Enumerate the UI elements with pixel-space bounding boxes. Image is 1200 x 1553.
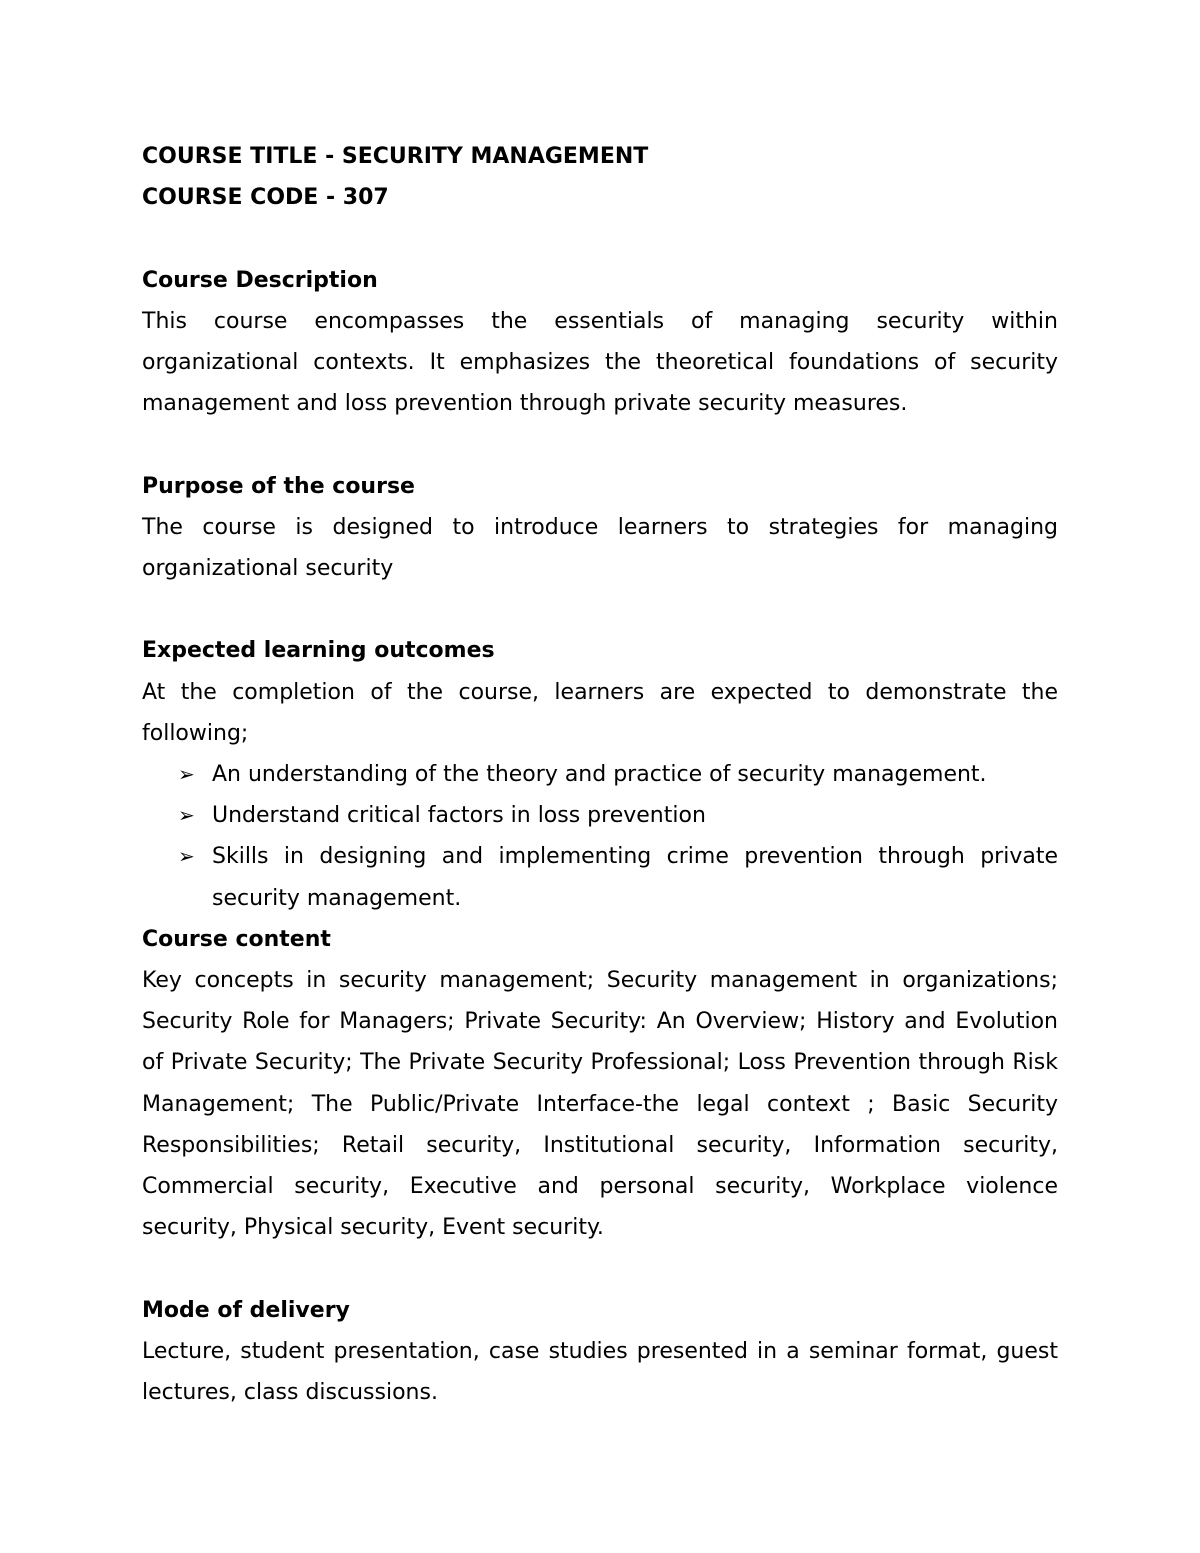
- outcomes-heading: Expected learning outcomes: [142, 638, 495, 664]
- content-section: [142, 919, 1058, 1249]
- course-title: COURSE TITLE - SECURITY MANAGEMENT: [142, 144, 649, 169]
- spacer: [142, 218, 1058, 259]
- spacer: [142, 1248, 1058, 1289]
- delivery-heading: Mode of delivery: [142, 1297, 350, 1323]
- list-item-text: An understanding of the theory and practice of security management.: [212, 762, 987, 787]
- list-item-text: Skills in designing and implementing crime prevention through private security management.: [212, 844, 1058, 911]
- document-page: [142, 136, 1058, 1413]
- list-item: [178, 795, 1058, 836]
- list-item-text: Understand critical factors in loss prevention: [212, 803, 706, 829]
- list-item: [178, 836, 1058, 918]
- delivery-section: [142, 1290, 1058, 1414]
- description-heading: Course Description: [142, 267, 378, 293]
- purpose-heading: Purpose of the course: [142, 473, 415, 499]
- outcomes-intro: At the completion of the course, learners are expected to demonstrate the following;: [142, 679, 1058, 746]
- arrowhead-bullet-icon: ➢: [178, 803, 195, 828]
- arrowhead-bullet-icon: ➢: [178, 762, 195, 786]
- course-code: COURSE CODE - 307: [142, 185, 389, 211]
- purpose-text: The course is designed to introduce learners to strategies for managing organizational security: [142, 514, 1058, 581]
- outcomes-list: [142, 754, 1058, 919]
- spacer: [142, 589, 1058, 630]
- description-section: [142, 260, 1058, 425]
- spacer: [142, 424, 1058, 465]
- list-item: [178, 754, 1058, 795]
- delivery-text: Lecture, student presentation, case studies presented in a seminar format, guest lectures, class discussions.: [142, 1338, 1058, 1406]
- content-heading: Course content: [142, 926, 331, 952]
- arrowhead-bullet-icon: ➢: [178, 844, 195, 869]
- description-text: This course encompasses the essentials of managing security within organizational contexts. It emphasizes the theoretical foundations of security management and loss prevention through private security measures.: [142, 308, 1058, 417]
- content-text: Key concepts in security management; Security management in organizations; Security Role for Managers; Private Security: An Overview; History and Evolution of Private Security; The Private Security Professional; Loss Prevention through Risk Management; The Public/Private Interface-the legal context ; Basic Security Responsibilities; Retail security, Institutional security, Information security, Commercial security, Executive and personal security, Workplace violence security, Physical security, Event security.: [142, 968, 1058, 1241]
- purpose-section: [142, 466, 1058, 590]
- outcomes-section: [142, 630, 1058, 918]
